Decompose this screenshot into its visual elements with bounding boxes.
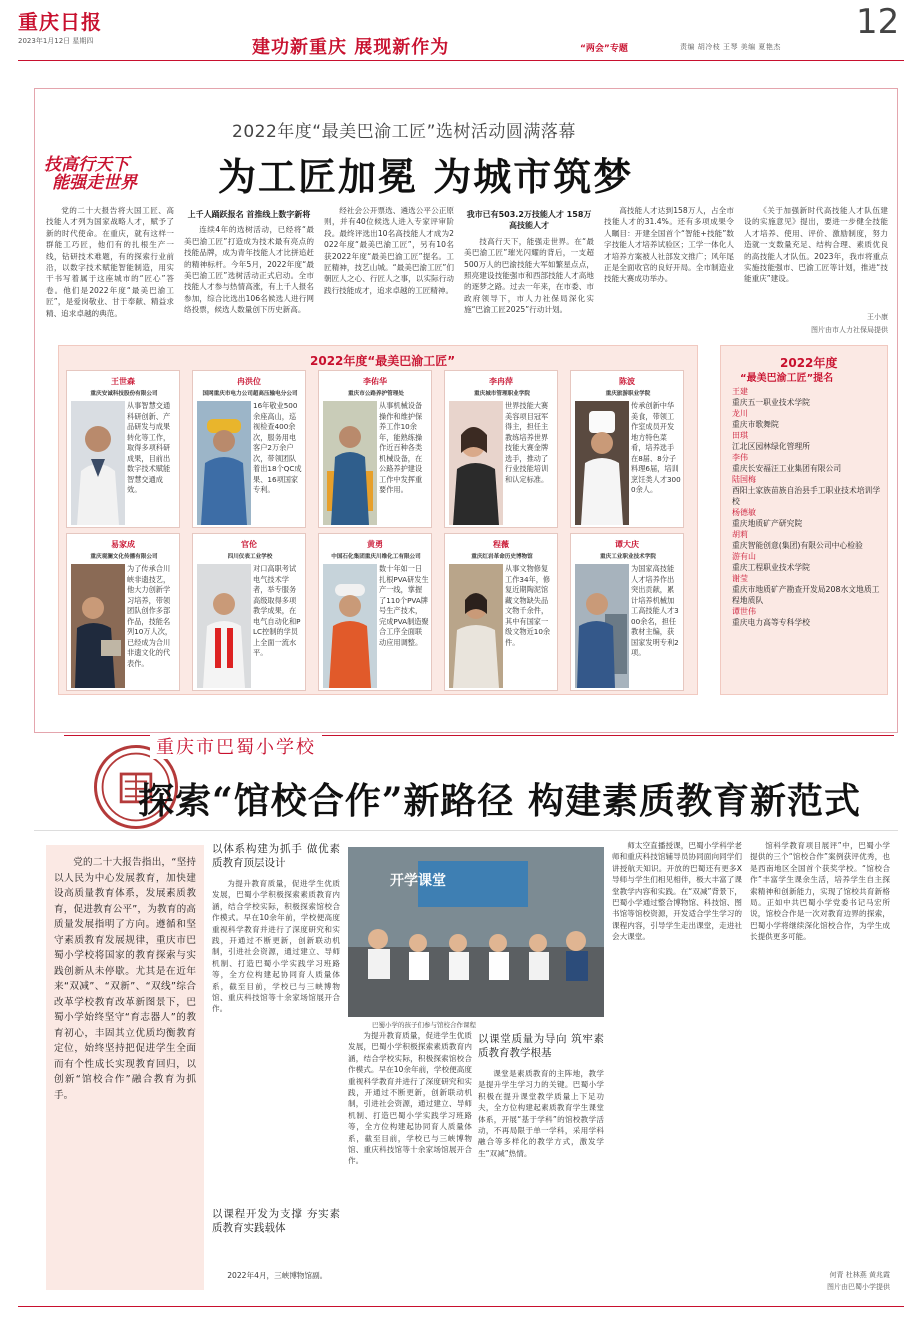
nominee-org: 重庆智能创意(集团)有限公司中心检验 [732, 541, 863, 550]
winner-desc: 从事智慧交通科研创新、产品研发与成果转化等工作，取得多项科研成果，目前出数字技术赋能智慧交通成效。 [127, 401, 171, 494]
nominee-item [732, 507, 882, 529]
winner-desc: 传承创新中华美食，带领工作室成员开发地方特色菜肴，培养选手在8届、8分子料理6届，培训烹饪类人才3000余人。 [631, 401, 681, 494]
nominee-name: 杨德敏 [732, 508, 756, 517]
page-number: 12 [856, 2, 900, 42]
winner-name: 谭大庆 [615, 540, 639, 549]
nominee-item [732, 529, 882, 551]
nominee-name: 胡莉 [732, 530, 748, 539]
article2-section3-text: 课堂是素质教育的主阵地，教学是提升学生学习力的关键。巴蜀小学积极在提升课堂教学质量上下足功夫，全方位构建起素质教育学生课堂体系，开展“基于学科”的馆校教学活动，不再局限于单一学科，采用学科融合等多样化的教学方式，激发学生“双减”热情。 [478, 1069, 604, 1158]
winner-desc: 从事机械设备操作和维护保养工作10余年，能熟练操作近百种各类机械设备，在公路养护建设工作中发挥重要作用。 [379, 401, 423, 494]
issue-date: 2023年1月12日 星期四 [18, 37, 94, 45]
winner-card [318, 370, 432, 528]
winner-org: 四川仪表工业学校 [227, 554, 273, 560]
article2-section2-text: 2022年4月，三峡博物馆副。 [227, 1271, 328, 1280]
article1-col3-text: 经社会公开票选、遴选公平公正原则，并有40位候选人进入专家评审阶段。最终评选出10名高技能人才成为2022年度“最美巴渝工匠”，另有10名获2022年度“最美巴渝工匠”提名。工匠精神，技艺山城。“最美巴渝工匠”们朝匠人之心、行匠人之事，以实际行动践行技能成才，追求卓越的工匠精神。 [324, 206, 454, 295]
nominee-org: 重庆市歌舞院 [732, 420, 779, 429]
footer-rule [18, 1306, 904, 1307]
logo-line-2: 能强走世界 [52, 173, 137, 193]
nominee-org: 江北区园林绿化管理所 [732, 442, 810, 451]
winner-photo [449, 401, 503, 525]
winner-name: 黄勇 [367, 540, 383, 549]
nominee-org: 重庆五一职业技术学院 [732, 398, 810, 407]
nominee-org: 重庆电力高等专科学校 [732, 618, 810, 627]
nominee-item [732, 551, 882, 573]
winner-org: 中国石化集团重庆川维化工有限公司 [331, 554, 421, 560]
nominee-org: 重庆长安福汪工业集团有限公司 [732, 464, 842, 473]
winner-name: 程薇 [493, 540, 509, 549]
school-name: 重庆市巴蜀小学校 [150, 733, 322, 759]
winner-name: 官伦 [241, 540, 257, 549]
newspaper-logo: 重庆日报 [18, 10, 102, 34]
article1-col6-text: 《关于加强新时代高技能人才队伍建设的实施意见》提出，要进一步健全技能人才培养、使用、评价、激励制度，努力造就一支数量充足、结构合理、素质优良的高技能人才队伍。2023年，我市将重点实施技能强市、巴渝工匠等计划，推进“技能重庆”建设。 [744, 206, 888, 284]
nominee-item [732, 474, 882, 507]
classroom-photo-caption: 巴蜀小学的孩子们参与馆校合作课程 [372, 1021, 476, 1029]
winner-desc: 为了传承合川峡非遗技艺，他大力创新学习培养，带领团队创作多部作品，技能名列10万人次，已经成为合川非遗文化的代表作。 [127, 564, 173, 668]
winner-desc: 世界技能大赛美容项目冠军得主，担任主教练培养世界技能大赛金牌选手，推动了行业技能培训和认定标准。 [505, 401, 549, 484]
winner-photo [71, 401, 125, 525]
article2-column-2 [348, 1030, 472, 1290]
nominee-org: 重庆工程职业技术学院 [732, 563, 810, 572]
winner-name: 陈波 [619, 377, 635, 386]
article1-kicker: 2022年度“最美巴渝工匠”选树活动圆满落幕 [232, 122, 576, 142]
winner-photo [323, 564, 377, 688]
nominee-org: 重庆市地质矿产勘查开发局208水文地质工程地质队 [732, 585, 880, 605]
winner-org: 重庆观澜文化传播有限公司 [90, 554, 158, 560]
article2-section2-head: 以课程开发为支撑 夯实素质教育实践载体 [212, 1208, 340, 1234]
article1-subhead-2: 我市已有503.2万技能人才 158万高技能人才 [466, 210, 592, 231]
article1-photo-credit: 图片由市人力社保局提供 [811, 326, 888, 334]
nominee-org: 酉阳土家族苗族自治县手工职业技术培训学校 [732, 486, 881, 506]
winner-photo [197, 564, 251, 688]
nominee-name: 李伟 [732, 453, 748, 462]
nominee-item [732, 452, 882, 474]
nominee-name: 谭世伟 [732, 607, 756, 616]
nominee-item [732, 386, 882, 408]
article2-divider [34, 830, 898, 831]
article2-section2 [212, 1205, 340, 1245]
winner-desc: 为国家高技能人才培养作出突出贡献，累计培养机械加工高技能人才300余名，担任教材主编，获国家发明专利2项。 [631, 564, 679, 657]
winner-org: 重庆市公路养护管理处 [348, 391, 404, 397]
article1-col1-text: 党的二十大报告将大国工匠、高技能人才列为国家战略人才，赋予了新的时代使命。在重庆，就有这样一群能工巧匠，他们有的扎根生产一线，钻研技术难题，有的探索行业前沿，以数字技术赋能智能制造，用实干书写着属于这座城市的“匠心”答卷。他们是2022年度“最美巴渝工匠”，是爱岗敬业、甘于奉献、精益求精、追求卓越的典范。 [46, 206, 174, 318]
winner-name: 李冉萍 [489, 377, 513, 386]
article1-byline: 王小康 [867, 313, 888, 321]
article1-col4-text: 技高行天下，能强走世界。在“最美巴渝工匠”璀光闪耀的背后，一支超500万人的巴渝技能大军如繁星点点，照亮建设技能强市和西部技能人才高地的逐梦之路。过去一年来，在市委、市政府领导下，市人力社保局深化实施“巴渝工匠2025”行动计划。 [464, 236, 594, 315]
winner-card [570, 533, 684, 691]
nominee-name: 游有山 [732, 552, 756, 561]
winner-name: 易家成 [111, 540, 135, 549]
section-banner-subtitle: “两会”专题 [580, 44, 628, 54]
winner-card [570, 370, 684, 528]
winner-desc: 从事文物修复工作34年，修复近期陶泥馆藏文物缺失品文物千余件，其中有国家一级文物近10余件。 [505, 564, 551, 647]
nominee-name: 谢莹 [732, 574, 748, 583]
article2-photo-credit: 图片由巴蜀小学提供 [827, 1283, 890, 1291]
winner-card [192, 370, 306, 528]
article1-col2-text: 连续4年的选树活动，已经将“最美巴渝工匠”打造成为技术最有亮点的技能品牌，成为青年技能人才比拼追赶的精神标杆。今年5月，2022年度“最美巴渝工匠”选树活动正式启动。全市技能人才参与热情高涨，有上千人报名参加，综合比选出106名候选人进行网络投票，候选人数量创下历史新高。 [184, 225, 314, 315]
winners-title: 2022年度“最美巴渝工匠” [310, 354, 456, 368]
article2-section3-head: 以课堂质量为导向 筑牢素质教育教学根基 [478, 1033, 604, 1059]
nominee-item [732, 408, 882, 430]
section-banner: 建功新重庆 展现新作为 [252, 37, 450, 58]
winner-photo [197, 401, 251, 525]
nominee-item [732, 606, 882, 628]
winner-desc: 对口高职考试电气技术学者，举专服务高级取得多项教学成果，在电气自动化和PLC控制的学员上全面一流水平。 [253, 564, 301, 657]
winner-desc: 16年敬业500余座高山，巡视检查400余次，服务用电客户2万余户次，带领团队着出18个QC成果、16项国家专利。 [253, 401, 302, 494]
winner-org: 重庆城市管理职业学院 [474, 391, 530, 397]
article2-lede [46, 845, 204, 1290]
winner-card [192, 533, 306, 691]
article2-byline: 何青 杜林燕 黄兆霞 [829, 1271, 890, 1279]
winner-photo [71, 564, 125, 688]
article2-section2-body [212, 1270, 340, 1290]
winner-org: 重庆安诚科技股份有限公司 [90, 391, 158, 397]
logo-line-1: 技高行天下 [44, 155, 129, 175]
nominee-item [732, 573, 882, 606]
article2-section1-text: 为提升教育质量，促进学生优质发展，巴蜀小学积极探索素质教育内涵，结合学校实际，积极探索馆校合作模式。早在10余年前，学校便高度重视科学教育并进行了深度研究和实践，开通过不断更新，创新联动机制，引进社会资源，通过建立、导师机制、打造巴蜀小学实践学习班路等，全方位构建起协同育人质量体系，截至目前，学校已与三峡博物馆、重庆科技馆等十余家场馆展开合作。 [212, 879, 340, 1014]
nominees-title: “最美巴渝工匠”提名 [740, 373, 834, 384]
article1-headline: 为工匠加冕 为城市筑梦 [218, 154, 634, 199]
classroom-screen-text: 开学课堂 [390, 873, 446, 889]
winner-card [66, 370, 180, 528]
winner-name: 王世森 [111, 377, 135, 386]
skills-campaign-logo [44, 150, 146, 193]
nominee-name: 田琪 [732, 431, 748, 440]
editors-credit: 责编 胡冷枝 王琴 美编 夏艳杰 [680, 43, 781, 51]
winner-org: 重庆旅游职业学院 [605, 391, 651, 397]
article1-col5-text: 高技能人才达到158万人，占全市技能人才的31.4%。还有多项成果令人瞩目：开建全国首个“智能+技能”数字技能人才培养试验区；工学一体化人才培养方案被人社部发文推广；风年尾正是全面收官的良好开局。全市制造业技能大赛成功举办。 [604, 206, 734, 284]
classroom-photo [348, 847, 604, 1017]
winner-card [444, 533, 558, 691]
nominee-item [732, 430, 882, 452]
winner-name: 李佑华 [363, 377, 387, 386]
winner-card [66, 533, 180, 691]
winner-card [318, 533, 432, 691]
article2-column-5-text: 馆科学教育项目展评”中，巴蜀小学提供的三个“馆校合作”案例获评优秀，也是西南地区全国首个获奖学校。“馆校合作”丰富学生课余生活，培养学生自主探索精神和创新能力，实现了馆校共育新格局。正如中共巴蜀小学党委书记马宏所说，馆校合作是一次对教育边界的探索，巴蜀小学将继续深化馆校合作，为学生成长提供更多可能。 [750, 841, 890, 942]
masthead-rule [18, 60, 904, 61]
article2-column-4-text: 师太空直播授课，巴蜀小学科学老师和重庆科技馆辅导员协同面向同学们讲授航天知识。开放的巴蜀还有更多X导师与学生们相见相伴，极大丰富了课堂教学内容和实践。在“双减”背景下，巴蜀小学通过整合博物馆、科技馆、图书馆等馆校资源，开发适合学生学习的课程内容，引导学生走出课堂，走进社会大课堂。 [612, 841, 742, 942]
winner-org: 重庆工业职业技术学院 [600, 554, 656, 560]
article1-subhead-1: 上千人踊跃报名 首推线上数字新将 [187, 210, 311, 219]
nominees-title-year: 2022年度 [780, 356, 838, 370]
article2-lede-text: 党的二十大报告指出，“坚持以人民为中心发展教育，加快建设高质量教育体系，发展素质教育，促进教育公平”，为教育的高质量发展指明了方向。遵循和坚守素质教育发展规律，重庆市巴蜀小学校将国家的教育探索与实践创新从未停歇。尤其是在近年来“双减”、“双新”、“双线”综合改革学校教育改革新图景下，巴蜀小学始终坚守“育志器人”的教育初心，丰固其立优质均衡教育定位，始终坚持把促进学生全面而有个性成长实现教育回归，以创新“馆校合作”融合教育为抓手。 [54, 857, 196, 1101]
winner-photo [575, 564, 629, 688]
winner-photo [449, 564, 503, 688]
article2-headline: 探索“馆校合作”新路径 构建素质教育新范式 [138, 780, 861, 822]
article2-column-5 [750, 840, 890, 1260]
nominee-name: 陆国梅 [732, 475, 756, 484]
winner-org: 国网重庆市电力公司超高压输电分公司 [202, 391, 298, 397]
article2-column-4 [612, 840, 742, 1290]
winner-photo [575, 401, 629, 525]
winner-photo [323, 401, 377, 525]
article2-column-3 [478, 1030, 604, 1290]
nominees-list [732, 386, 882, 628]
nominee-name: 龙川 [732, 409, 748, 418]
nominee-org: 重庆地质矿产研究院 [732, 519, 803, 528]
nominee-name: 王建 [732, 387, 748, 396]
article2-column-2-text: 为提升教育质量，促进学生优质发展，巴蜀小学积极探索素质教育内涵，结合学校实际，积极探索馆校合作模式。早在10余年前，学校便高度重视科学教育并进行了深度研究和实践，开通过不断更新，创新联动机制，引进社会资源，通过建立、导师机制、打造巴蜀小学实践学习班路等，全方位构建起协同育人质量体系，截至目前，学校已与三峡博物馆、重庆科技馆等十余家场馆展开合作。 [348, 1031, 472, 1166]
winner-org: 重庆红岩革命历史博物馆 [471, 554, 533, 560]
winner-card [444, 370, 558, 528]
article2-section1-head: 以体系构建为抓手 做优素质教育顶层设计 [212, 843, 340, 869]
winner-name: 冉洪位 [237, 377, 261, 386]
winner-desc: 数十年如一日扎根PVA研发生产一线，掌握了110个PVA牌号生产技术，完成PVA制造聚合工序全面联动应用调整。 [379, 564, 429, 647]
